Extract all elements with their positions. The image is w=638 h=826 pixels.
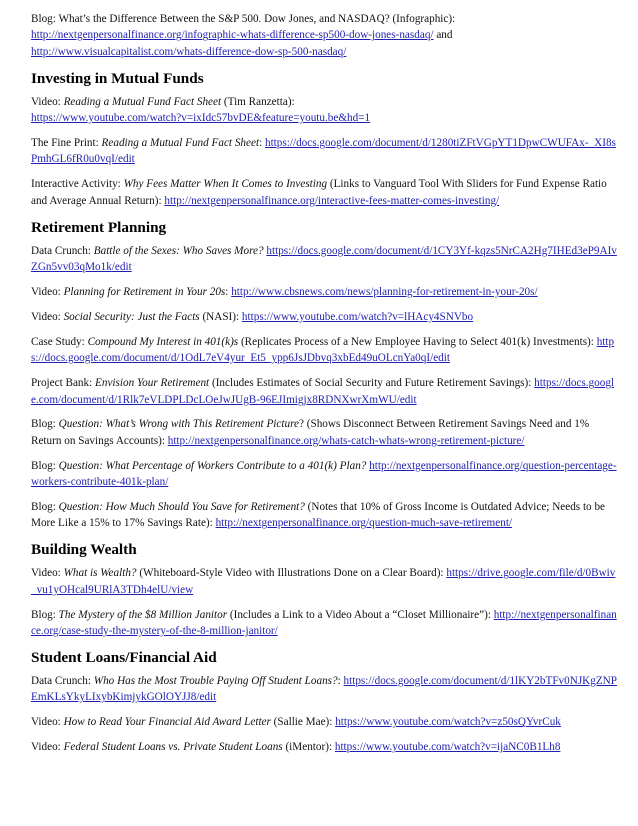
entry-title: Federal Student Loans vs. Private Student Loans	[63, 741, 283, 754]
entry-title: Question: What Percentage of Workers Contribute to a 401(k) Plan?	[58, 459, 367, 472]
entry-link[interactable]: https://docs.google.com/document/d/1lKY2bTFv0NJKgZNPEmKLsYkyLIxybKimjykGOlOYJJ8/edit	[31, 674, 617, 704]
entry-title: What is Wealth?	[63, 567, 137, 580]
entry-note: (Links to Vanguard Tool With Sliders for Fund Expense Ratio and Average Annual Return):	[31, 178, 607, 207]
entry-link[interactable]: http://nextgenpersonalfinance.org/interactive-fees-matter-comes-investing/	[164, 194, 500, 207]
section-heading-mutual-funds: Investing in Mutual Funds	[31, 69, 204, 87]
entry-link[interactable]: http://nextgenpersonalfinance.org/infographic-whats-difference-sp500-dow-jones-nasdaq/	[31, 29, 434, 42]
list-item	[31, 334, 618, 367]
entry-prefix: Blog:	[31, 501, 59, 514]
list-item	[31, 375, 618, 408]
entry-prefix: Video:	[31, 567, 64, 580]
entry-note: :	[225, 285, 232, 298]
list-item	[31, 243, 618, 276]
entry-text: and	[433, 29, 453, 42]
entry-link[interactable]: https://docs.google.com/document/d/1CY3Yf-kqzs5NrCA2Hg7IHEd3eP9AIvZGn5vv03qMo1k/edit	[31, 244, 617, 274]
entry-prefix: Video:	[31, 716, 64, 729]
entry-prefix: Case Study:	[31, 335, 88, 348]
list-item	[31, 739, 618, 755]
entry-prefix: Video:	[31, 95, 64, 108]
entry-link[interactable]: http://nextgenpersonalfinance.org/question-much-save-retirement/	[215, 517, 513, 530]
entry-link[interactable]: https://docs.google.com/document/d/1Rlk7eVLDPLDcLOeJwJUgB-96EJImigjx8RDNXwrXmWU/edit	[31, 377, 615, 406]
entry-link[interactable]: http://nextgenpersonalfinance.org/question-percentage-workers-contribute-401k-plan/	[31, 459, 617, 489]
intro-entry	[31, 11, 618, 60]
entry-link[interactable]: https://drive.google.com/file/d/0Bwiv_vu1yOHcal9URlA3TDh4elU/view	[31, 567, 616, 596]
entry-note: (Tim Ranzetta):	[221, 95, 295, 108]
list-item	[31, 135, 618, 168]
list-item	[31, 94, 618, 127]
entry-link[interactable]: http://nextgenpersonalfinance.org/case-study-the-mystery-of-the-8-million-janitor/	[31, 608, 617, 638]
entry-note: (Replicates Process of a New Employee Having to Select 401(k) Investments):	[238, 335, 597, 348]
entry-link[interactable]: http://www.cbsnews.com/news/planning-for-retirement-in-your-20s/	[231, 285, 538, 298]
entry-title: Reading a Mutual Fund Fact Sheet	[101, 137, 260, 150]
list-item	[31, 416, 618, 449]
entry-prefix: Blog:	[31, 459, 59, 472]
entry-title: Why Fees Matter When It Comes to Investing	[123, 178, 328, 191]
entry-title: Battle of the Sexes: Who Saves More?	[93, 244, 264, 257]
entry-prefix: Blog:	[31, 418, 59, 431]
entry-note: ? (Shows Disconnect Between Retirement Savings Need and 1% Return on Savings Accounts):	[31, 418, 590, 447]
entry-note: (NASI):	[199, 310, 242, 323]
list-item	[31, 309, 618, 325]
list-item	[31, 673, 618, 706]
entry-prefix: The Fine Print:	[31, 137, 102, 150]
list-item	[31, 284, 618, 300]
entry-title: How to Read Your Financial Aid Award Letter	[63, 716, 271, 729]
entry-prefix: Project Bank:	[31, 377, 96, 390]
entry-note: (Includes a Link to a Video About a “Closet Millionaire”):	[227, 608, 494, 621]
entry-prefix: Interactive Activity:	[31, 178, 124, 191]
entry-title: Compound My Interest in 401(k)s	[87, 335, 239, 348]
entry-link[interactable]: https://www.youtube.com/watch?v=ixIdc57bvDE&feature=youtu.be&hd=1	[31, 112, 371, 125]
entry-link[interactable]: https://www.youtube.com/watch?v=lHAcy4SNVbo	[241, 310, 474, 323]
entry-link[interactable]: http://nextgenpersonalfinance.org/whats-catch-whats-wrong-retirement-picture/	[167, 434, 525, 447]
entry-title: Social Security: Just the Facts	[63, 310, 200, 323]
entry-link[interactable]: https://www.youtube.com/watch?v=z50sQYvrCuk	[335, 716, 561, 729]
entry-link[interactable]: https://docs.google.com/document/d/1OdL7eV4yur_Et5_ypp6JsJDbvq3xbEd49uOLcnYa0qI/edit	[31, 335, 615, 365]
entry-prefix: Data Crunch:	[31, 244, 94, 257]
entry-link[interactable]: https://docs.google.com/document/d/1280tiZFtVGpYT1DpwCWUFAx-_XI8sPmhGL6fR0u0vqI/edit	[31, 137, 616, 166]
entry-title: Reading a Mutual Fund Fact Sheet	[63, 95, 222, 108]
entry-title: The Mystery of the $8 Million Janitor	[58, 608, 228, 621]
section-heading-retirement: Retirement Planning	[31, 218, 167, 236]
list-item	[31, 714, 618, 730]
entry-note: (Whiteboard-Style Video with Illustrations Done on a Clear Board):	[136, 567, 447, 580]
entry-prefix: Video:	[31, 310, 64, 323]
entry-note: :	[337, 674, 344, 687]
list-item	[31, 499, 618, 532]
list-item	[31, 458, 618, 491]
entry-note: (Includes Estimates of Social Security and Future Retirement Savings):	[209, 377, 535, 390]
entry-note: (iMentor):	[282, 741, 335, 754]
entry-title: Planning for Retirement in Your 20s	[63, 285, 226, 298]
entry-link[interactable]: http://www.visualcapitalist.com/whats-difference-dow-sp-500-nasdaq/	[31, 45, 347, 58]
list-item	[31, 607, 618, 640]
entry-note: (Sallie Mae):	[270, 716, 336, 729]
entry-title: Who Has the Most Trouble Paying Off Student Loans?	[93, 674, 338, 687]
list-item	[31, 176, 618, 209]
entry-prefix: Blog:	[31, 608, 59, 621]
entry-text: Blog: What’s the Difference Between the S&P 500. Dow Jones, and NASDAQ? (Infographic):	[31, 13, 456, 25]
entry-title: Question: What’s Wrong with This Retirement Picture	[58, 418, 299, 431]
entry-title: Envision Your Retirement	[95, 377, 210, 390]
entry-prefix: Video:	[31, 285, 64, 298]
entry-note: (Notes that 10% of Gross Income is Outdated Advice; Needs to be More Like a 15% to 17% Savings Rate):	[31, 501, 606, 530]
section-heading-wealth: Building Wealth	[31, 541, 137, 559]
entry-title: Question: How Much Should You Save for Retirement?	[58, 501, 305, 514]
section-heading-student-loans: Student Loans/Financial Aid	[31, 648, 217, 666]
entry-prefix: Video:	[31, 741, 64, 754]
entry-prefix: Data Crunch:	[31, 674, 94, 687]
entry-link[interactable]: https://www.youtube.com/watch?v=ijaNC0B1Lh8	[334, 741, 561, 754]
entry-note: :	[259, 137, 265, 150]
list-item	[31, 565, 618, 598]
